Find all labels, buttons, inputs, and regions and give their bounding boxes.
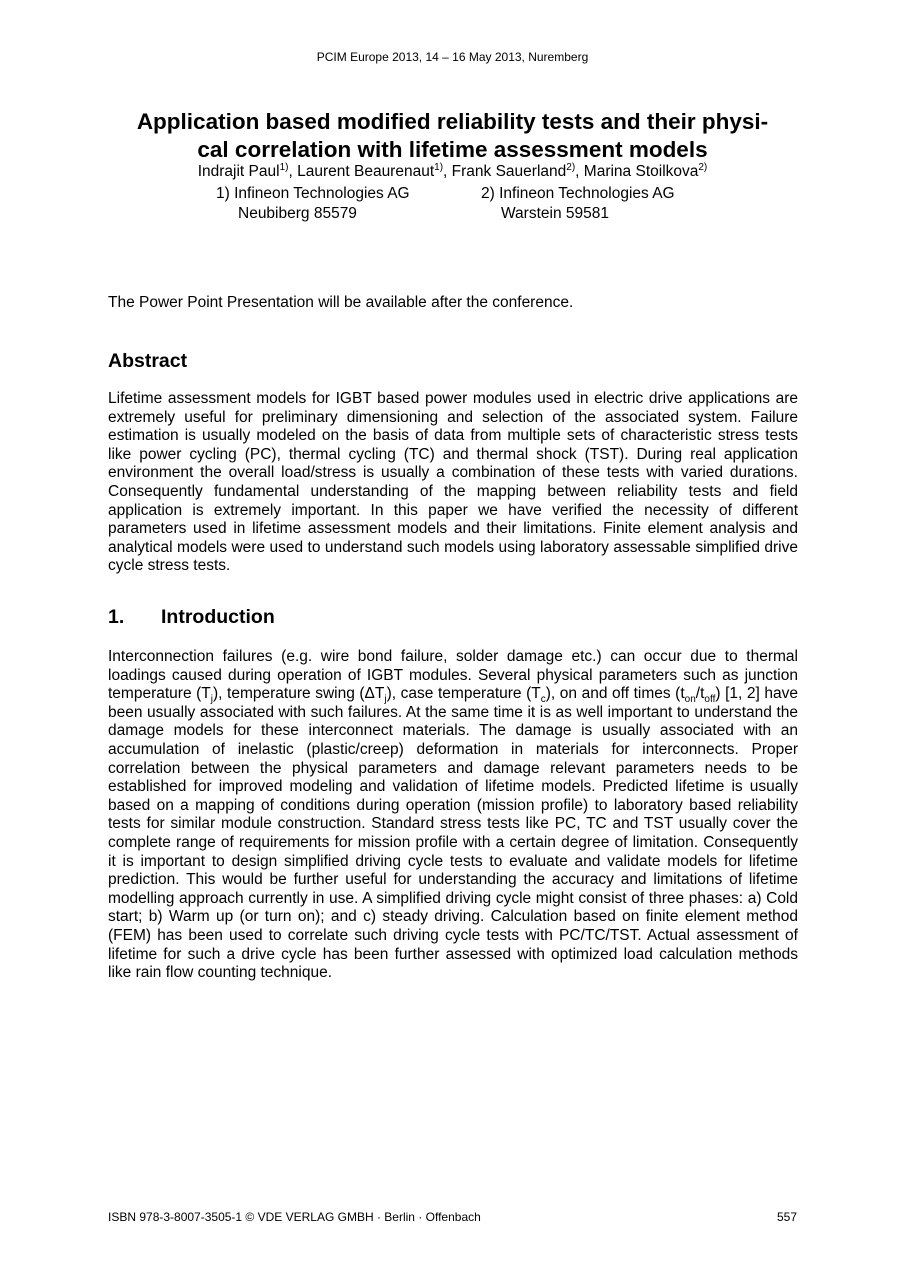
subscript: on (684, 694, 696, 706)
subscript: j (384, 694, 387, 706)
intro-text-part: ) [1, 2] have been usually associated with such failures. At the same time it is as well important to understand the damage models for these interconnect materials. The damage is usually associated with an accumulation of inelastic (plastic/creep) deformation in materials for interconnects. Proper correlation between the physical parameters and damage relevant parameters needs to be established for improved modeling and validation of lifetime models. Predicted lifetime is usually based on a mapping of conditions during operation (mission profile) to laboratory based reliability tests for similar module construction. Standard stress tests like PC, TC and TST usually cover the complete range of requirements for mission profile with a certain degree of limitation. Consequently it is important to design simplified driving cycle tests to evaluate and validate models for lifetime prediction. This would be further useful for understanding the accuracy and limitations of lifetime modelling approach currently in use. A simplified driving cycle might consist of three phases: a) Cold start; b) Warm up (or turn on); and c) steady driving. Calculation based on finite element method (FEM) has been used to correlate such driving cycle tests with PC/TC/TST. Actual assessment of lifetime for such a drive cycle has been further assessed with optimized load calculation methods like rain flow counting technique. (108, 685, 798, 982)
introduction-heading (108, 606, 275, 629)
intro-text-part: ), case temperature (T (386, 685, 541, 703)
affiliation-2-location: Warstein 59581 (501, 204, 609, 222)
affiliation-2 (481, 184, 675, 223)
subscript: c (540, 694, 546, 706)
subscript: off (704, 694, 716, 706)
author-name: Frank Sauerland (451, 163, 567, 180)
section-title: Introduction (161, 606, 275, 628)
author-name: Indrajit Paul (197, 163, 280, 180)
section-number: 1. (108, 606, 125, 628)
abstract-heading: Abstract (108, 350, 188, 372)
author-separator: , (443, 163, 452, 180)
paper-title-line-2: cal correlation with lifetime assessment models (197, 137, 708, 162)
introduction-text (108, 648, 798, 983)
author-separator: , (575, 163, 584, 180)
affiliation-2-org: 2) Infineon Technologies AG (481, 185, 675, 202)
author-name: Marina Stoilkova (583, 163, 699, 180)
affiliation-1-org: 1) Infineon Technologies AG (216, 185, 410, 202)
presentation-note: The Power Point Presentation will be available after the conference. (108, 294, 574, 311)
author-affiliation-mark: 2) (698, 161, 708, 173)
intro-text-part: ), on and off times (t (545, 685, 685, 703)
intro-text-part: /t (695, 685, 705, 703)
author-affiliation-mark: 1) (434, 161, 444, 173)
affiliation-1 (216, 184, 410, 223)
footer-isbn: ISBN 978-3-8007-3505-1 © VDE VERLAG GMBH · Berlin · Offenbach (108, 1210, 481, 1224)
intro-text-part: ), temperature swing (ΔT (213, 685, 385, 703)
author-separator: , (288, 163, 298, 180)
page-number: 557 (776, 1210, 797, 1224)
conference-header: PCIM Europe 2013, 14 – 16 May 2013, Nuremberg (316, 50, 589, 64)
paper-title (100, 108, 805, 164)
author-affiliation-mark: 1) (279, 161, 289, 173)
author-name: Laurent Beaurenaut (297, 163, 435, 180)
author-list (0, 162, 905, 181)
affiliation-1-location: Neubiberg 85579 (238, 204, 357, 222)
subscript: j (210, 694, 214, 706)
intro-text-part: Interconnection failures (e.g. wire bond failure, solder damage etc.) can occur due to thermal loadings caused during operation of IGBT modules. Several physical parameters such as junction temperature (T (108, 648, 798, 703)
paper-title-line-1: Application based modified reliability tests and their physi- (136, 109, 769, 134)
author-affiliation-mark: 2) (566, 161, 576, 173)
abstract-text: Lifetime assessment models for IGBT based power modules used in electric drive applications are extremely useful for preliminary dimensioning and selection of the associated system. Failure estimation is usually modeled on the basis of data from multiple sets of characteristic stress tests like power cycling (PC), thermal cycling (TC) and thermal shock (TST). During real application environment the overall load/stress is usually a combination of these tests with varied durations. Consequently fundamental understanding of the mapping between reliability tests and field application is extremely important. In this paper we have verified the necessity of different parameters used in lifetime assessment models and their limitations. Finite element analysis and analytical models were used to understand such models using laboratory assessable simplified drive cycle stress tests. (108, 390, 798, 575)
